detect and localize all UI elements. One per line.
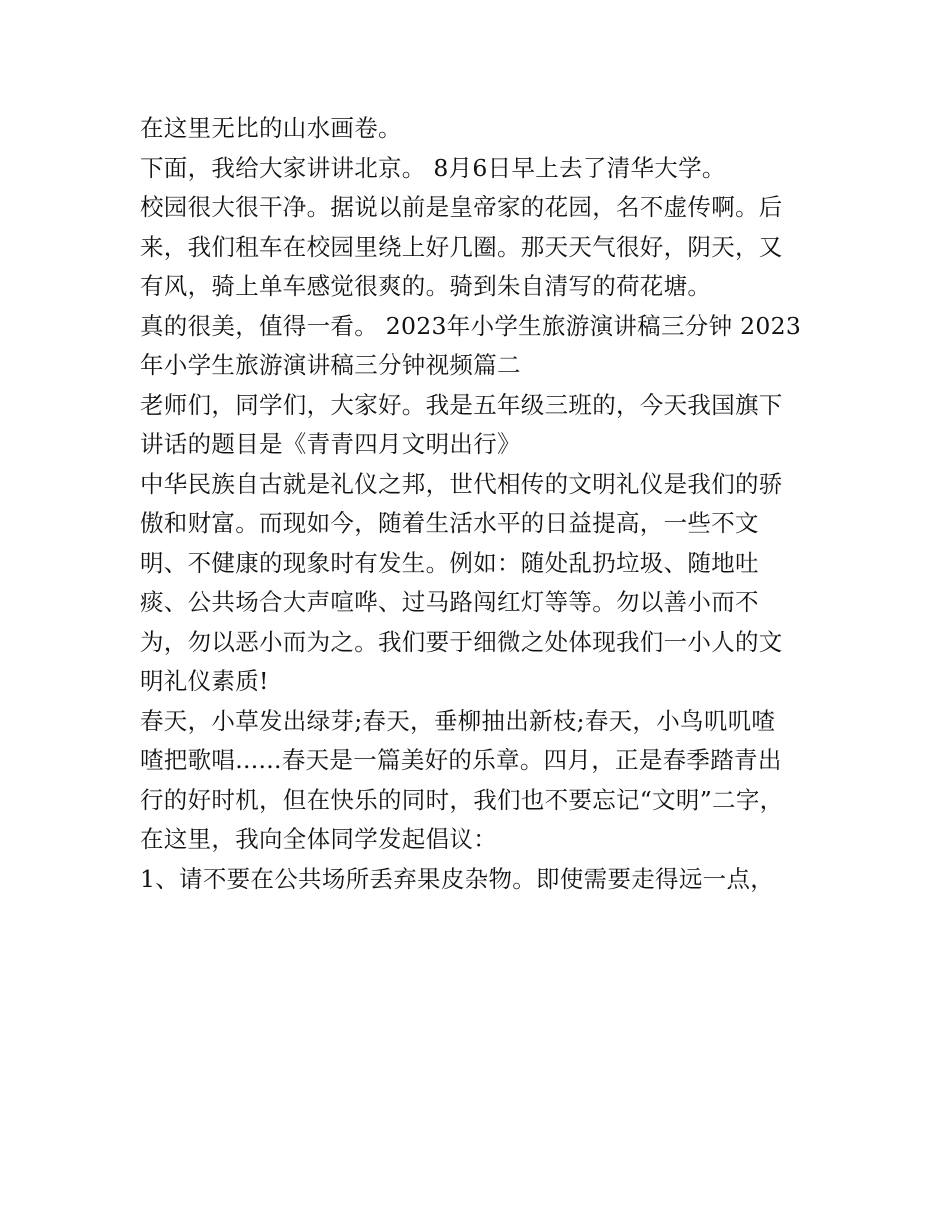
text-line-11: 傲和财富。而现如今，随着生活水平的日益提高，一些不文 (140, 509, 759, 537)
text-line-13: 痰、公共场合大声喧哗、过马路闯红灯等等。勿以善小而不 (140, 588, 759, 616)
text-line-7: 年小学生旅游演讲稿三分钟视频篇二 (140, 351, 521, 379)
text-line-17: 喳把歌唱......春天是一篇美好的乐章。四月，正是春季踏青出 (140, 746, 782, 774)
text-line-9: 讲话的题目是《青青四月文明出行》 (140, 430, 521, 458)
text-line-20: 1、请不要在公共场所丢弃果皮杂物。即使需要走得远一点， (140, 864, 775, 893)
text-line-6: 真的很美，值得一看。 2023年小学生旅游演讲稿三分钟 2023 (140, 311, 802, 340)
text-line-1: 在这里无比的山水画卷。 (140, 114, 402, 142)
document-body (140, 109, 816, 899)
text-line-18: 行的好时机，但在快乐的同时，我们也不要忘记“文明”二字， (140, 785, 784, 814)
text-line-19: 在这里，我向全体同学发起倡议： (140, 825, 497, 853)
text-line-10: 中华民族自古就是礼仪之邦，世代相传的文明礼仪是我们的骄 (140, 469, 783, 498)
text-line-12: 明、不健康的现象时有发生。例如：随处乱扔垃圾、随地吐 (140, 548, 759, 577)
text-line-2: 下面，我给大家讲讲北京。 8月6日早上去了清华大学。 (140, 153, 726, 182)
text-line-5: 有风，骑上单车感觉很爽的。骑到朱自清写的荷花塘。 (140, 272, 712, 300)
text-line-15: 明礼仪素质! (140, 667, 269, 695)
text-line-4: 来，我们租车在校园里绕上好几圈。那天天气很好，阴天，又 (140, 232, 783, 261)
text-line-8: 老师们，同学们，大家好。我是五年级三班的，今天我国旗下 (140, 390, 783, 419)
text-line-16: 春天，小草发出绿芽;春天，垂柳抽出新枝;春天，小鸟叽叽喳 (140, 706, 776, 735)
text-line-3: 校园很大很干净。据说以前是皇帝家的花园，名不虚传啊。后 (140, 193, 783, 221)
text-line-14: 为，勿以恶小而为之。我们要于细微之处体现我们一小人的文 (140, 627, 783, 656)
